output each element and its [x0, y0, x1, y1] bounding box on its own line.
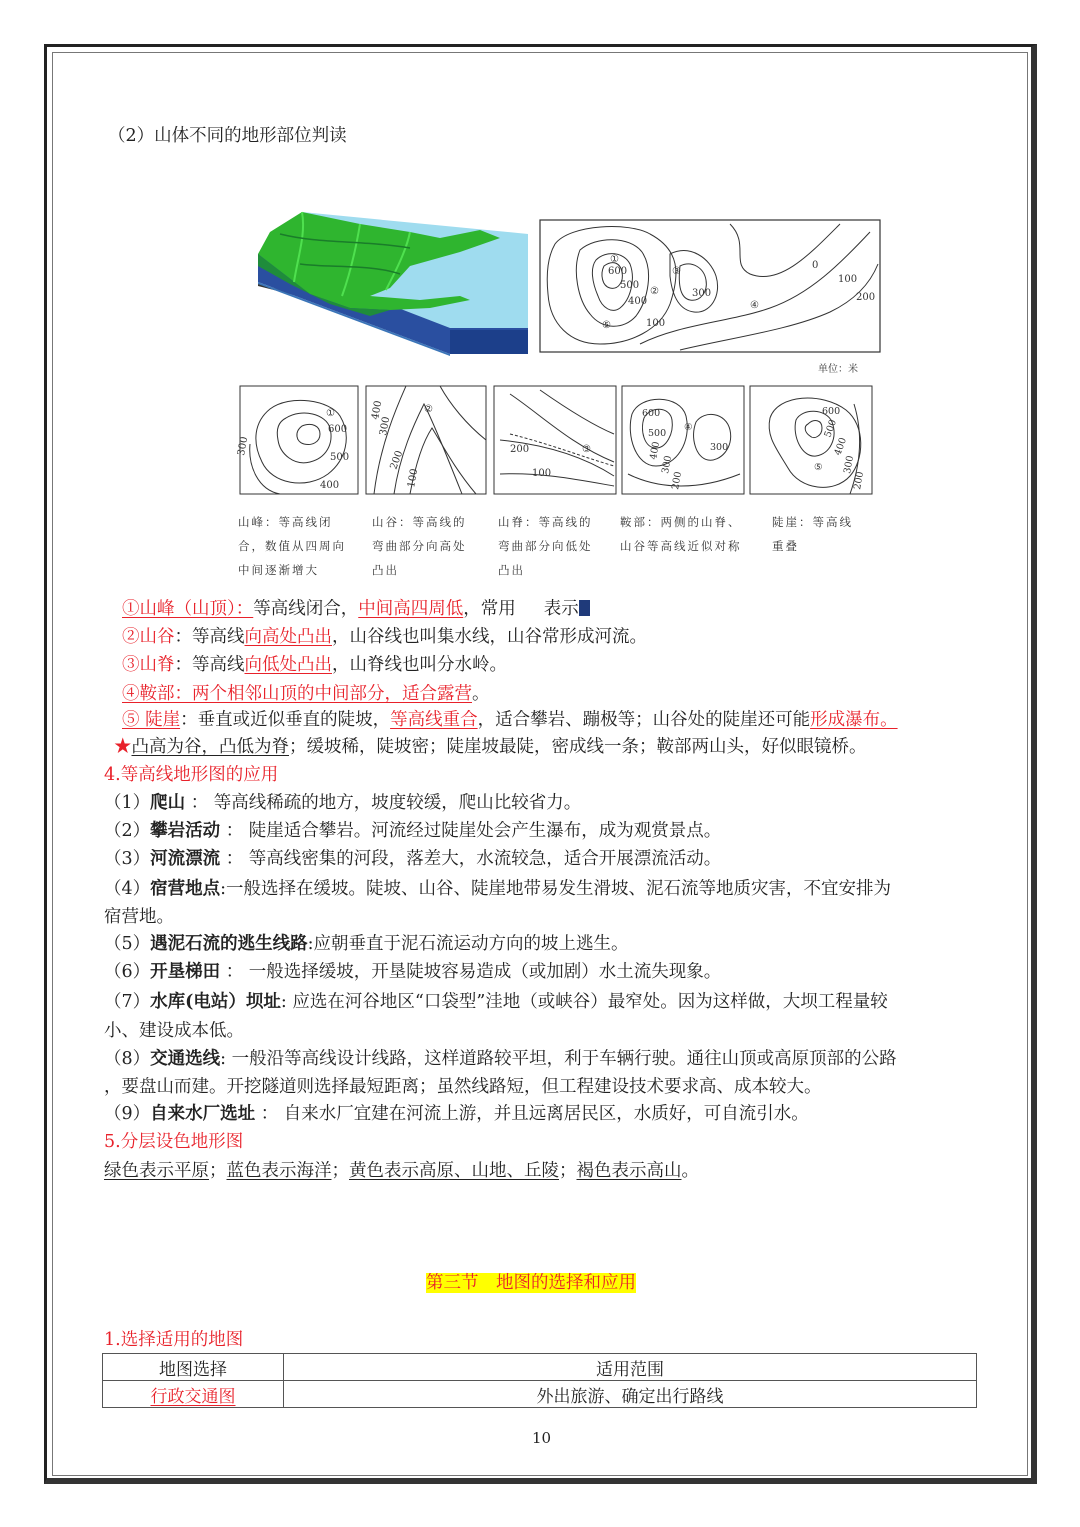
- panel-5-cliff: [750, 386, 872, 494]
- app-item-2: （2）攀岩活动 ： 陡崖适合攀岩。河流经过陡崖处会产生瀑布，成为观赏景点。: [104, 821, 722, 841]
- svg-text:600: 600: [642, 408, 661, 419]
- panel-4-saddle: [622, 386, 744, 494]
- svg-text:300: 300: [842, 454, 857, 475]
- svg-text:200: 200: [852, 470, 867, 491]
- caption-saddle: 鞍部：两侧的山脊、 山谷等高线近似对称: [620, 515, 742, 553]
- svg-text:500: 500: [822, 418, 840, 440]
- svg-text:300: 300: [660, 454, 675, 475]
- svg-text:200: 200: [670, 470, 685, 491]
- app-item-6: （6）开垦梯田 ： 一般选择缓坡，开垦陡坡容易造成（或加剧）水土流失现象。: [104, 962, 722, 982]
- app-item-7: （7）水库(电站）坝址: 应选在河谷地区“口袋型”洼地（或峡谷）最窄处。因为这样做，大坝工程量较: [104, 992, 888, 1012]
- svg-text:单位：米: 单位：米: [818, 364, 858, 375]
- caption-cliff: 陡崖：等高线 重叠: [772, 515, 853, 553]
- svg-text:400: 400: [648, 440, 663, 461]
- svg-text:③: ③: [582, 444, 591, 455]
- item-valley: ②山谷：等高线向高处凸出，山谷线也叫集水线，山谷常形成河流。: [122, 627, 647, 647]
- section-3-title: 第三节 地图的选择和应用: [426, 1273, 636, 1293]
- table-cell: 行政交通图: [103, 1381, 284, 1408]
- caption-peak: 山峰：等高线闭 合，数值从四周向 中间逐渐增大: [238, 515, 346, 577]
- heading-choose-map: 1.选择适用的地图: [104, 1330, 244, 1350]
- app-item-4-cont: 宿营地。: [104, 907, 174, 927]
- svg-text:500: 500: [620, 280, 640, 291]
- svg-text:③: ③: [672, 266, 681, 277]
- svg-text:500: 500: [648, 428, 667, 439]
- peak-symbol-icon: [579, 600, 590, 616]
- item-ridge: ③山脊：等高线向低处凸出，山脊线也叫分水岭。: [122, 655, 507, 675]
- svg-text:400: 400: [832, 436, 850, 458]
- layered-colors-line: 绿色表示平原；蓝色表示海洋；黄色表示高原、山地、丘陵；褐色表示高山。: [104, 1161, 699, 1181]
- app-item-3: （3）河流漂流 ： 等高线密集的河段，落差大，水流较急，适合开展漂流活动。: [104, 849, 722, 869]
- svg-text:300: 300: [692, 288, 712, 299]
- svg-text:300: 300: [710, 442, 729, 453]
- svg-text:100: 100: [532, 468, 552, 479]
- svg-text:600: 600: [608, 266, 628, 277]
- svg-text:④: ④: [750, 300, 759, 311]
- svg-text:100: 100: [406, 467, 421, 489]
- svg-text:200: 200: [388, 449, 406, 472]
- svg-text:①: ①: [610, 254, 619, 265]
- app-item-8: （8）交通选线: 一般沿等高线设计线路，这样道路较平坦，利于车辆行驶。通往山顶或高原顶部的公路: [104, 1049, 897, 1069]
- svg-text:400: 400: [370, 399, 385, 421]
- svg-text:600: 600: [822, 406, 841, 417]
- svg-text:200: 200: [510, 444, 530, 455]
- svg-text:300: 300: [378, 415, 393, 437]
- table-cell: 外出旅游、确定出行路线: [284, 1381, 977, 1408]
- table-row: [103, 1381, 977, 1408]
- section-heading: （2）山体不同的地形部位判读: [108, 126, 347, 146]
- caption-ridge: 山脊：等高线的 弯曲部分向低处 凸出: [498, 515, 593, 577]
- svg-text:0: 0: [812, 260, 819, 271]
- app-item-7-cont: 小、建设成本低。: [104, 1021, 244, 1041]
- svg-text:⑤: ⑤: [814, 462, 823, 473]
- panel-1-peak: [236, 386, 358, 494]
- terrain-block: [258, 212, 528, 356]
- svg-text:400: 400: [320, 480, 340, 491]
- svg-text:300: 300: [236, 435, 251, 457]
- item-saddle: ④鞍部：两个相邻山顶的中间部分，适合露营。: [122, 684, 490, 704]
- map-selection-table: [102, 1353, 977, 1408]
- svg-text:④: ④: [684, 422, 693, 433]
- svg-text:⑤: ⑤: [602, 320, 611, 331]
- page-number: 10: [532, 1429, 552, 1447]
- caption-valley: 山谷：等高线的 弯曲部分向高处 凸出: [372, 515, 467, 577]
- landform-figure: [210, 204, 888, 586]
- svg-text:100: 100: [646, 318, 666, 329]
- svg-text:②: ②: [424, 404, 433, 415]
- svg-text:①: ①: [326, 408, 335, 419]
- panel-3-ridge: [494, 386, 616, 494]
- item-peak: ①山峰（山顶）：等高线闭合，中间高四周低，常用 表示: [122, 597, 590, 621]
- svg-text:400: 400: [628, 296, 648, 307]
- star-icon: ★: [114, 737, 132, 757]
- table-header-cell: 适用范围: [284, 1354, 977, 1381]
- item-cliff: ⑤ 陡崖：垂直或近似垂直的陡坡，等高线重合，适合攀岩、蹦极等；山谷处的陡崖还可能形成瀑布。: [122, 710, 898, 730]
- item-tip: ★凸高为谷，凸低为脊；缓坡稀，陡坡密；陡崖坡最陡，密成线一条；鞍部两山头，好似眼镜桥。: [114, 737, 867, 757]
- app-item-4: （4）宿营地点:一般选择在缓坡。陡坡、山谷、陡崖地带易发生滑坡、泥石流等地质灾害，不宜安排为: [104, 879, 892, 899]
- svg-text:200: 200: [856, 292, 876, 303]
- svg-text:500: 500: [330, 452, 350, 463]
- app-item-1: （1）爬山 ： 等高线稀疏的地方，坡度较缓，爬山比较省力。: [104, 793, 582, 813]
- svg-text:600: 600: [328, 424, 348, 435]
- table-header-row: [103, 1354, 977, 1381]
- app-item-9: （9）自来水厂选址 ： 自来水厂宜建在河流上游，并且远离居民区，水质好，可自流引水。: [104, 1104, 809, 1124]
- svg-text:100: 100: [838, 274, 858, 285]
- heading-layered-tint-map: 5.分层设色地形图: [104, 1132, 244, 1152]
- svg-text:②: ②: [650, 286, 659, 297]
- table-header-cell: 地图选择: [103, 1354, 284, 1381]
- main-contour-map: [540, 220, 880, 375]
- heading-contour-applications: 4.等高线地形图的应用: [104, 765, 279, 785]
- app-item-8-cont: ，要盘山而建。开挖隧道则选择最短距离；虽然线路短，但工程建设技术要求高、成本较大。: [104, 1077, 822, 1097]
- app-item-5: （5）遇泥石流的逃生线路:应朝垂直于泥石流运动方向的坡上逃生。: [104, 934, 629, 954]
- panel-2-valley: [366, 386, 486, 494]
